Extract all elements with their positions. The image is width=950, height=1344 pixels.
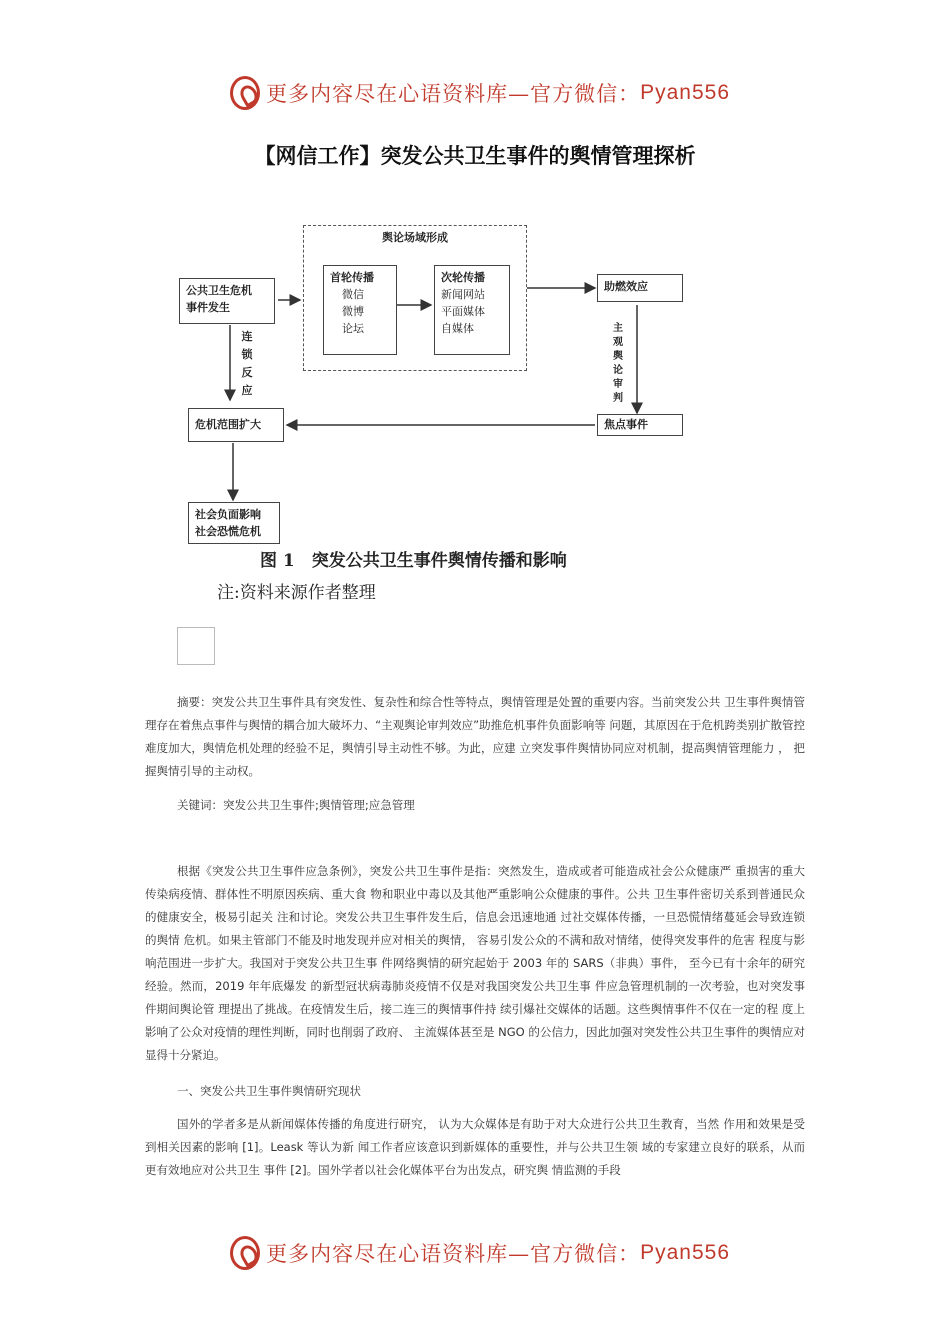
effect-label: 助燃效应 [604,280,648,293]
banner-wechat-code: Pyan556 [640,1241,730,1264]
first-wave-item: 论坛 [342,322,364,335]
first-wave-box [323,265,397,355]
broken-image-thumbnail [177,627,215,665]
social-impact-box [188,502,280,544]
source-line-1: 公共卫生危机 [186,284,252,297]
subjective-trial-label: 主观舆论审判 [613,323,623,404]
banner-wechat-code: Pyan556 [640,81,730,104]
first-wave-item: 微博 [342,305,364,318]
impact-line-2: 社会恐慌危机 [195,525,261,538]
second-wave-label: 次轮传播 [441,271,485,284]
source-event-box [179,278,275,324]
focus-label: 焦点事件 [604,418,648,431]
figure-note: 注:资料来源作者整理 [217,583,376,603]
expand-label: 危机范围扩大 [195,418,261,431]
first-wave-item: 微信 [342,288,364,301]
figure-caption: 图 1 突发公共卫生事件舆情传播和影响 [260,551,567,571]
body-paragraph-1: 根据《突发公共卫生事件应急条例》，突发公共卫生事件是指：突然发生，造成或者可能造成社会公众健康严 重损害的重大传染病疫情、群体性不明原因疾病、重大食 物和职业中毒以及其他严重影响公众健康的事件。公共 卫生事件密切关系到普通民众的健康安全，极易引起关 注和讨论。突发公共卫生事件发生后，信息会迅速地通 过社交媒体传播，一旦恐慌情绪蔓延会导致连锁的舆情 危机。如果主管部门不能及时地发现并应对相关的舆情， 容易引发公众的不满和敌对情绪，使得突发事件的危害 程度与影响范围进一步扩大。我国对于突发公共卫生事 件网络舆情的研究起始于 2003 年的 SARS（非典）事件， 至今已有十余年的研究经验。然而，2019 年年底爆发 的新型冠状病毒肺炎疫情不仅是对我国突发公共卫生事 件应急管理机制的一次考验，也对突发事件期间舆论管 理提出了挑战。在疫情发生后，接二连三的舆情事件持 续引爆社交媒体的话题。这些舆情事件不仅在一定的程 度上影响了公众对疫情的理性判断，同时也削弱了政府、 主流媒体甚至是 NGO 的公信力，因此加强对突发性公共卫生事件的舆情应对显得十分紧迫。 [145,864,805,1062]
page-title: 【网信工作】突发公共卫生事件的舆情管理探析 [254,144,696,168]
chain-reaction-label: 连锁反应 [241,330,253,397]
impact-line-1: 社会负面影响 [195,508,261,521]
keywords-line: 关键词：突发公共卫生事件;舆情管理;应急管理 [177,798,415,812]
first-wave-label: 首轮传播 [330,271,374,284]
banner-text: 更多内容尽在心语资料库—官方微信： [266,82,641,106]
crisis-expand-box [188,408,284,442]
second-wave-box [434,265,510,355]
effect-box [597,274,683,302]
source-line-2: 事件发生 [186,301,230,314]
header-watermark-banner [230,73,730,113]
footer-watermark-banner [230,1233,730,1273]
brand-logo-icon [230,1236,260,1270]
body-paragraph-2: 国外的学者多是从新闻媒体传播的角度进行研究， 认为大众媒体是有助于对大众进行公共卫生教育，当然 作用和效果是受到相关因素的影响 [1]。Leask 等认为新 闻工作者应该意识到新媒体的重要性，并与公共卫生领 域的专家建立良好的联系，从而更有效地应对公共卫生 事件 [2]。国外学者以社会化媒体平台为出发点，研究舆 情监测的手段 [145,1117,805,1177]
brand-logo-icon [230,76,260,110]
figure-flow-diagram [175,210,695,550]
group-label: 舆论场域形成 [382,231,448,244]
second-wave-item: 自媒体 [441,322,474,335]
second-wave-item: 新闻网站 [441,288,485,301]
section-heading-1: 一、突发公共卫生事件舆情研究现状 [177,1084,361,1098]
banner-text: 更多内容尽在心语资料库—官方微信： [266,1242,641,1266]
focus-event-box [597,414,683,436]
second-wave-item: 平面媒体 [441,305,485,318]
abstract-paragraph: 摘要：突发公共卫生事件具有突发性、复杂性和综合性等特点，舆情管理是处置的重要内容。当前突发公共 卫生事件舆情管理存在着焦点事件与舆情的耦合加大破坏力、“主观舆论审判效应”助推危机事件负面影响等 问题，其原因在于危机跨类别扩散管控难度加大，舆情危机处理的经验不足，舆情引导主动性不够。为此，应建 立突发事件舆情协同应对机制，提高舆情管理能力 ， 把握舆情引导的主动权。 [145,695,805,778]
